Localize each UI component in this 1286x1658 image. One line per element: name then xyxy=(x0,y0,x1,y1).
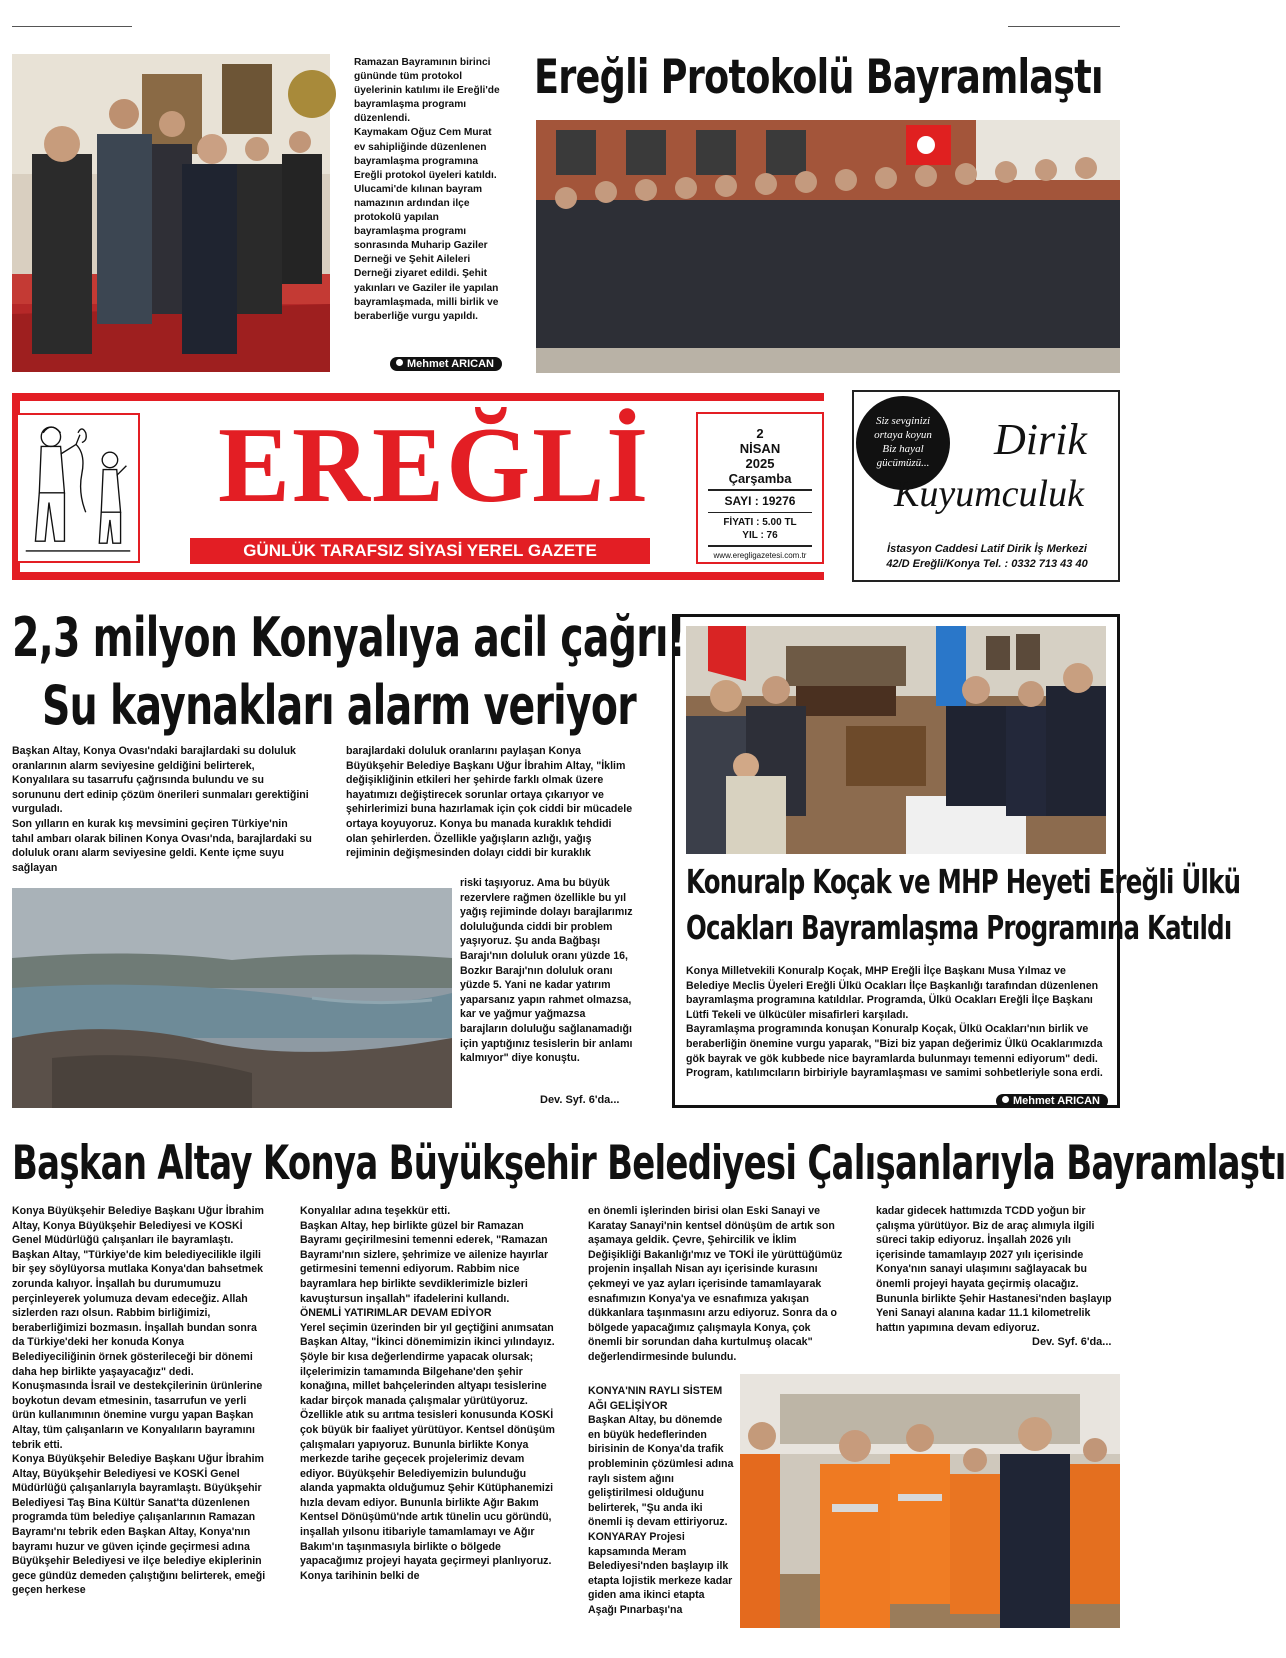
water-headline-2: Su kaynakları alarm veriyor xyxy=(42,674,637,737)
masthead-info-box xyxy=(696,412,824,564)
mhp-headline-1: Konuralp Koçak ve MHP Heyeti Ereğli Ülkü xyxy=(686,862,1241,901)
issue-number: SAYI : 19276 xyxy=(724,493,796,508)
top-story-byline xyxy=(390,357,502,371)
masthead-title: EREĞLİ xyxy=(218,406,651,525)
mhp-headline-2: Ocakları Bayramlaşma Programına Katıldı xyxy=(686,908,1232,947)
info-separator xyxy=(708,545,812,547)
ad-address-line-1: İstasyon Caddesi Latif Dirik İş Merkezi xyxy=(887,543,1087,555)
ad-address-line-2: 42/D Ereğli/Konya Tel. : 0332 713 43 40 xyxy=(886,558,1088,570)
altay-story-col3-continued: KONYA'NIN RAYLI SİSTEM AĞI GELİŞİYOR Başkan Altay, bu dönemde en büyük hedeflerinden birisinin de Konya'da trafik probleminin çözümlesi adına raylı sistem ağını geliştirilmesi olduğunu belirterek, "Şu anda iki önemli iş devam ettiriyoruz. KONYARAY Projesi kapsamında Meram Belediyesi'nden başlayıp ilk etapta lojistik merkeze kadar giden ama ikinci etapta Aşağı Pınarbaşı'na xyxy=(588,1385,734,1616)
altay-story-col4: kadar gidecek hattımızda TCDD yoğun bir çalışma yürütüyor. Biz de araç alımıyla ilgili süreci takip ediyoruz. İnşallah 2026 yılı içerisinde tamamlayıp 2027 yılı içerisinde Konya'nın sanayi ulaşımını sağlayacak bu önemli projeyi hayata geçirmiş olacağız. Bununla birlikte Şehir Hastanesi'nden başlayıp Yeni Sanayi alanına kadar 11.1 kilometrelik hattın yapımına devam ediyoruz. xyxy=(876,1205,1112,1334)
masthead-top-bar xyxy=(12,393,824,401)
mhp-story-body: Konya Milletvekili Konuralp Koçak, MHP Ereğli İlçe Başkanı Musa Yılmaz ve Belediye Meclis Üyeleri Ereğli Ülkü Ocakları İlçe Başkanlığı tarafından düzenlenen bayramlaşma programına katıldılar. Programda, Ülkü Ocakları Ereğli İlçe Başkanı Lütfi Tekeli ve ülkücüler misafirleri karşıladı. Bayramlaşma programında konuşan Konuralp Koçak, Ülkü Ocakları'nın birlik ve beraberliğin önemine vurgu yaparak, "Bizi biz yapan değerimiz Ülkü Ocaklarımızda gök bayrak ve gök kubbede nice bayramlarda bulunmayı temenni ediyorum" dedi. Program, katılımcıların birbiriyle bayramlaşması ve samimi sohbetleriyle sona erdi. xyxy=(686,965,1103,1080)
protocol-group-photo xyxy=(536,120,1120,373)
altay-workers-photo xyxy=(740,1374,1120,1628)
issue-weekday: Çarşamba xyxy=(728,471,792,486)
water-story-col2: barajlardaki doluluk oranlarını paylaşan Konya Büyükşehir Belediye Başkanı Uğur İbrahim Altay, "İklim değişikliğinin etkileri her şehirde farklı olmak üzere hayatımızı değiştirecek sorunlar ortaya çıkarıyor ve şehirlerimizi buna hazırlamak için çok ciddi bir mücadele ortaya koyuyoruz. Konya bu manada kuraklık tehdidi olan şehirlerden. Özellikle yağışların azlığı, yağış rejiminin değişmesinden dolayı ciddi bir kuraklık xyxy=(346,745,633,860)
info-separator xyxy=(708,512,812,514)
issue-year: 2025 xyxy=(745,456,775,471)
masthead-relief-illustration xyxy=(16,413,140,563)
water-story-col1: Başkan Altay, Konya Ovası'ndaki barajlardaki su doluluk oranlarının alarm seviyesine geldiğini belirterek, Konyalılara su tasarrufu çağrısında bulundu ve su sorununu dert edinip çözüm önerileri sunmaları gerektiğini vurguladı. Son yılların en kurak kış mevsimini geçiren Türkiye'nin tahıl ambarı olarak bilinen Konya Ovası'nda, barajlardaki su doluluk oranı alarm seviyesine geldi. Kente içme suyu sağlayan xyxy=(12,745,312,874)
issue-month: NİSAN xyxy=(739,441,781,456)
issue-volume: YIL : 76 xyxy=(742,530,778,541)
altay-continued[interactable]: Dev. Syf. 6'da... xyxy=(1032,1336,1112,1348)
top-right-rule xyxy=(1008,26,1120,27)
issue-price: FİYATI : 5.00 TL xyxy=(723,517,797,528)
masthead-bottom-bar xyxy=(12,572,824,580)
altay-headline: Başkan Altay Konya Büyükşehir Belediyesi Çalışanlarıyla Bayramlaştı xyxy=(12,1136,1286,1191)
masthead-subtitle: GÜNLÜK TARAFSIZ SİYASİ YEREL GAZETE xyxy=(190,538,650,564)
water-story-col3: riski taşıyoruz. Ama bu büyük rezervlere rağmen özellikle bu yıl yağış rejiminde dolayı barajlarımız doluluğunda ciddi bir problem yaşıyoruz. Şu anda Bağbaşı Barajı'nın doluluk oranı yüzde 16, Bozkır Barajı'nın doluluk oranı yüzde 5. Yani ne kadar yatırım yaparsanız yapın rahmet olmazsa, kar ve yağmur yağmazsa barajların doluluğu sağlanamadığı için yaptığınız tesislerin bir anlamı kalmıyor" diye konuştu. xyxy=(460,877,633,1065)
altay-story-col1: Konya Büyükşehir Belediye Başkanı Uğur İbrahim Altay, Konya Büyükşehir Belediyesi ve KOSKİ Genel Müdürlüğü çalışanları ile bayramlaştı. Başkan Altay, "Türkiye'de kim belediyecilikle ilgili bir şey söylüyorsa mutlaka Konya'dan bahsetmek zorunda kalıyor. İnşallah bu durumumuzu perçinleyerek yolumuza devam edeceğiz. Allah sizlerden razı olsun. Rabbim birliğimizi, beraberliğimizi bozmasın. İnşallah bundan sonra da Türkiye'deki her konuda Konya Belediyeciliğinin örnek gösterileceği bir dönemi daha hep birlikte yaşayacağız" dedi. Konuşmasında İsrail ve destekçilerinin ürünlerine boykotun devam etmesinin, tasarrufun ve yerli ürün kullanımının önemine vurgu yapan Başkan Altay, tüm çalışanların ve Konyalıların bayramını tebrik etti. Konya Büyükşehir Belediye Başkanı Uğur İbrahim Altay, Büyükşehir Belediyesi ve KOSKİ Genel Müdürlüğü çalışanlarıyla bayramlaştı. Büyükşehir Belediyesi Taş Bina Kültür Sanat'ta düzenlenen programda tüm belediye çalışanlarının Ramazan Bayramı'nı tebrik eden Başkan Altay, Konya'nın bayramı huzur ve güven içinde geçirmesi adına Büyükşehir Belediyesi ve ilçe belediye ekiplerinin gece gündüz demeden çalıştığını belirterek, emeği geçen herkese xyxy=(12,1205,266,1597)
ad-slogan-circle: Siz sevginizi ortaya koyun Biz hayal gücümüzü... xyxy=(856,396,950,490)
mhp-meeting-photo xyxy=(686,626,1106,854)
ad-brand-suffix: Kuyumculuk xyxy=(894,473,1084,515)
altay-story-col3: en önemli işlerinden birisi olan Eski Sanayi ve Karatay Sanayi'nin kentsel dönüşüm de artık son aşamaya geldik. Çevre, Şehircilik ve İklim Değişikliği Bakanlığı'mız ve TOKİ ile yürüttüğümüz projenin inşallah Nisan ayı içerisinde kurasını çekmeyi ve yaz ayları içerisinde tamamlayarak esnafımızın Konya'ya ve esnafımıza yakışan dükkanlara taşınmasını arzu ediyoruz. Sonra da o bölgede yapacağımız çalışmayla Konya, çok önemli bir sorundan daha kurtulmuş olacak" değerlendirmesinde bulundu. xyxy=(588,1205,843,1363)
altay-story-col2: Konyalılar adına teşekkür etti. Başkan Altay, hep birlikte güzel bir Ramazan Bayramı geçirilmesini temenni ederek, "Ramazan Bayramı'nın sizlere, şehrimize ve ailenize hayırlar getirmesini temenni ediyorum. Rabbim nice bayramlara hep birlikte sevdiklerimizle bizleri kavuştursun inşallah" ifadelerini kullandı. ÖNEMLİ YATIRIMLAR DEVAM EDİYOR Yerel seçimin üzerinden bir yıl geçtiğini anımsatan Başkan Altay, "İkinci dönemimizin ikinci yılındayız. Şöyle bir kısa değerlendirme yapacak olursak; ilçelerimizin tamamında Bilgehane'den şehir konağına, millet bahçelerinden altyapı tesislerine kadar birçok manada çalışmalar yürütüyoruz. Özellikle atık su arıtma tesisleri konusunda KOSKİ çok büyük bir faaliyet yürütüyor. Kentsel dönüşüm çalışmaları yapıyoruz. Bununla birlikte Konya merkezde tarihe geçecek projelerimiz devam ediyor. Büyükşehir Belediyemizin bulunduğu alanda yapmakta olduğumuz Şehir Kütüphanemizi hızla devam ediyor. Bununla birlikte Ağır Bakım Kentsel Dönüşümü'nde artık tünelin ucu göründü, inşallah yılsonu itibariyle tamamlamayı ve Ağır Bakım'ın taşınmasıyla birlikte o bölgede yapacağımız projeyi hayata geçirmeyi planlıyoruz. Konya tarihinin belki de xyxy=(300,1205,555,1582)
jeweler-ad[interactable] xyxy=(852,390,1120,582)
top-story-headline: Ereğli Protokolü Bayramlaştı xyxy=(534,50,1103,105)
top-story-body: Ramazan Bayramının birinci gününde tüm protokol üyelerinin katılımı ile Ereğli'de bayramlaşma programı düzenlendi. Kaymakam Oğuz Cem Murat ev sahipliğinde düzenlenen bayramlaşma programına Ereğli protokol üyeleri katıldı. Ulucami'de kılınan bayram namazının ardından ilçe protokolü yapılan bayramlaşma programı sonrasında Muharip Gaziler Derneği ve Şehit Aileleri Derneği ziyaret edildi. Şehit yakınları ve Gaziler ile yapılan bayramlaşmada, milli birlik ve beraberliğe vurgu yapıldı. xyxy=(354,57,500,322)
issue-day: 2 xyxy=(756,426,764,441)
ad-brand-name: Dirik xyxy=(994,415,1087,464)
byline-name: Mehmet ARICAN xyxy=(407,358,494,370)
water-continued[interactable]: Dev. Syf. 6'da... xyxy=(540,1094,620,1106)
water-headline-1: 2,3 milyon Konyalıya acil çağrı! xyxy=(12,606,686,669)
protocol-mosque-photo xyxy=(12,54,330,372)
top-left-rule xyxy=(12,26,132,27)
dam-lake-photo xyxy=(12,888,452,1108)
byline-name: Mehmet ARICAN xyxy=(1013,1095,1100,1107)
website-link[interactable]: www.eregligazetesi.com.tr xyxy=(713,550,807,560)
mhp-story-byline xyxy=(996,1094,1108,1108)
info-separator xyxy=(708,489,812,491)
